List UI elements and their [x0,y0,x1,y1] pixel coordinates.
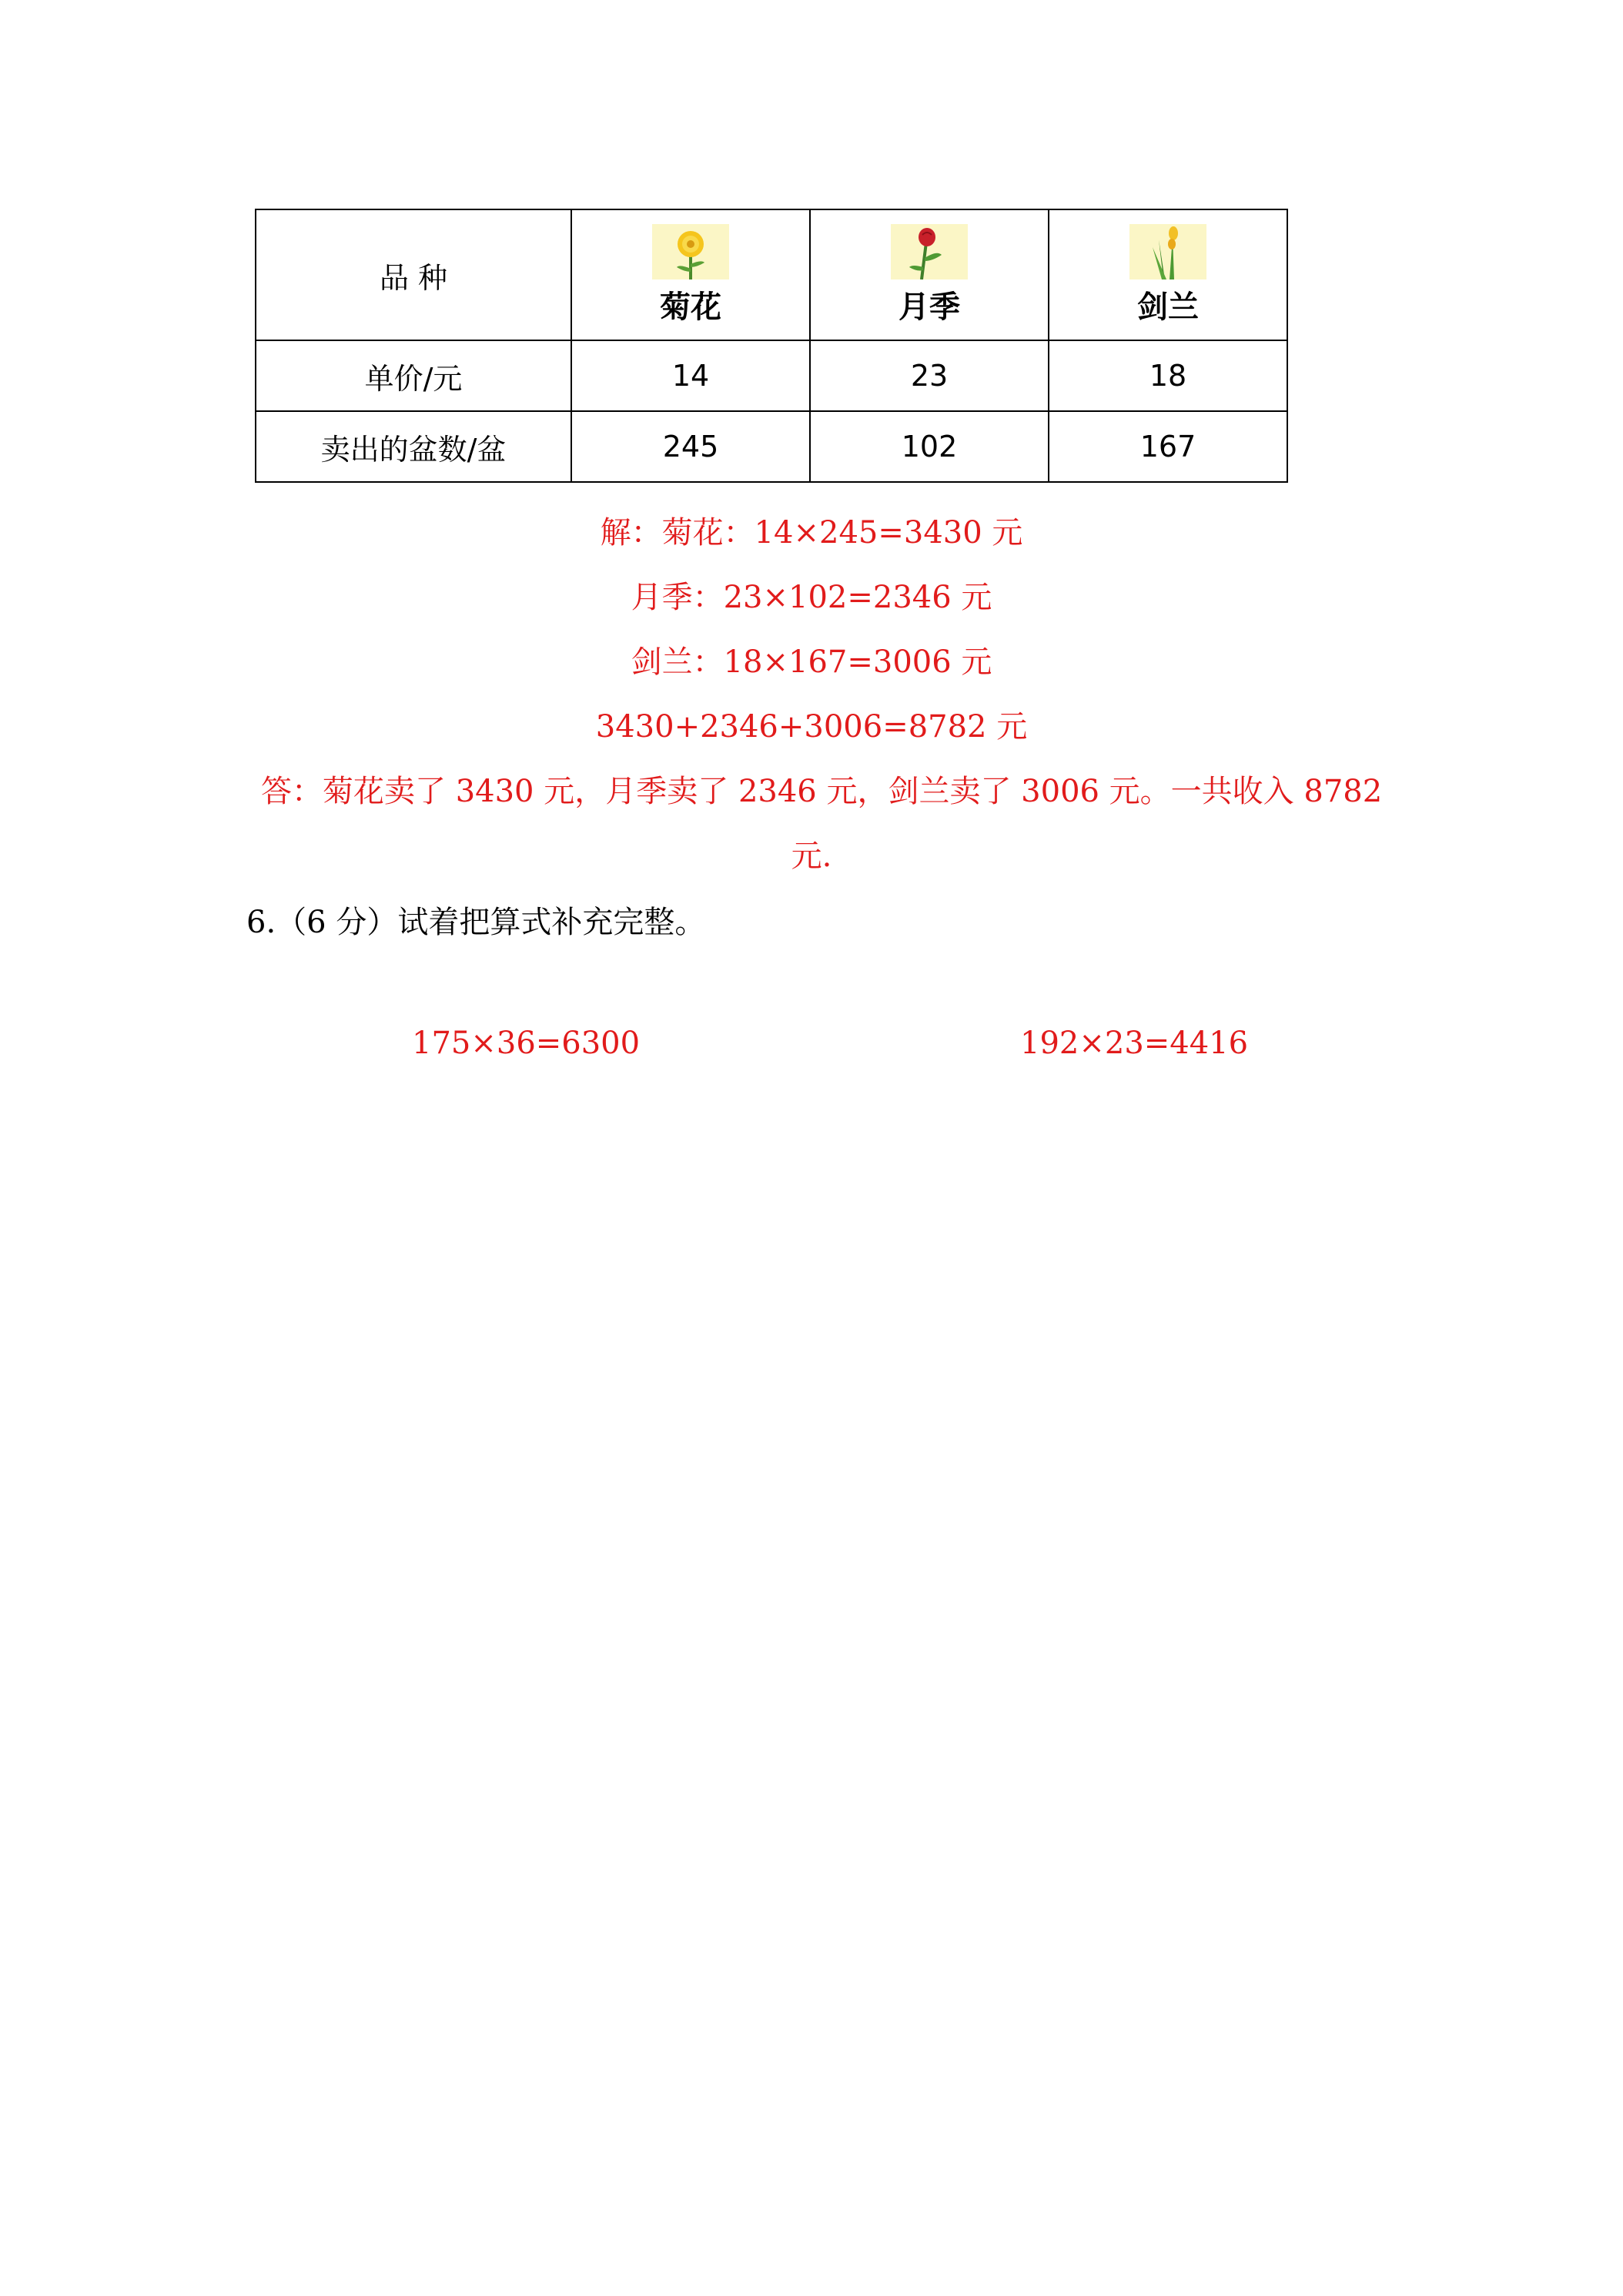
solution-line-4: 3430+2346+3006=8782 元 [595,709,1028,745]
solution-line-3: 剑兰：18×167=3006 元 [631,644,992,680]
row-label: 单价/元 [256,340,571,411]
flower-sales-table [255,209,1288,483]
table-cell: 23 [810,340,1049,411]
table-row-pots-sold [256,411,1287,482]
flower-name: 菊花 [660,289,721,325]
rose-icon [891,224,968,279]
flower-cell-gladiolus [1049,209,1287,340]
table-header-label: 品 种 [256,209,571,340]
table-cell: 245 [571,411,810,482]
equation-1: 175×36=6300 [412,1026,641,1061]
table-cell: 102 [810,411,1049,482]
answer-line-1: 答：菊花卖了 3430 元，月季卖了 2346 元，剑兰卖了 3006 元。一共收入 8782 [261,774,1383,809]
answer-line-2: 元. [791,838,832,874]
gladiolus-icon [1129,224,1206,279]
flower-cell-chrysanthemum [571,209,810,340]
table-cell: 14 [571,340,810,411]
question-6-title: 6.（6 分）试着把算式补充完整。 [246,905,706,940]
equation-2: 192×23=4416 [1020,1026,1249,1061]
table-cell: 167 [1049,411,1287,482]
chrysanthemum-icon [652,224,729,279]
flower-name: 月季 [899,289,960,325]
table-header-row [256,209,1287,340]
table-row-unit-price [256,340,1287,411]
solution-line-1: 解：菊花：14×245=3430 元 [600,515,1023,551]
solution-line-2: 月季：23×102=2346 元 [631,580,992,615]
row-label: 卖出的盆数/盆 [256,411,571,482]
table-cell: 18 [1049,340,1287,411]
flower-name: 剑兰 [1137,289,1199,325]
flower-cell-rose [810,209,1049,340]
